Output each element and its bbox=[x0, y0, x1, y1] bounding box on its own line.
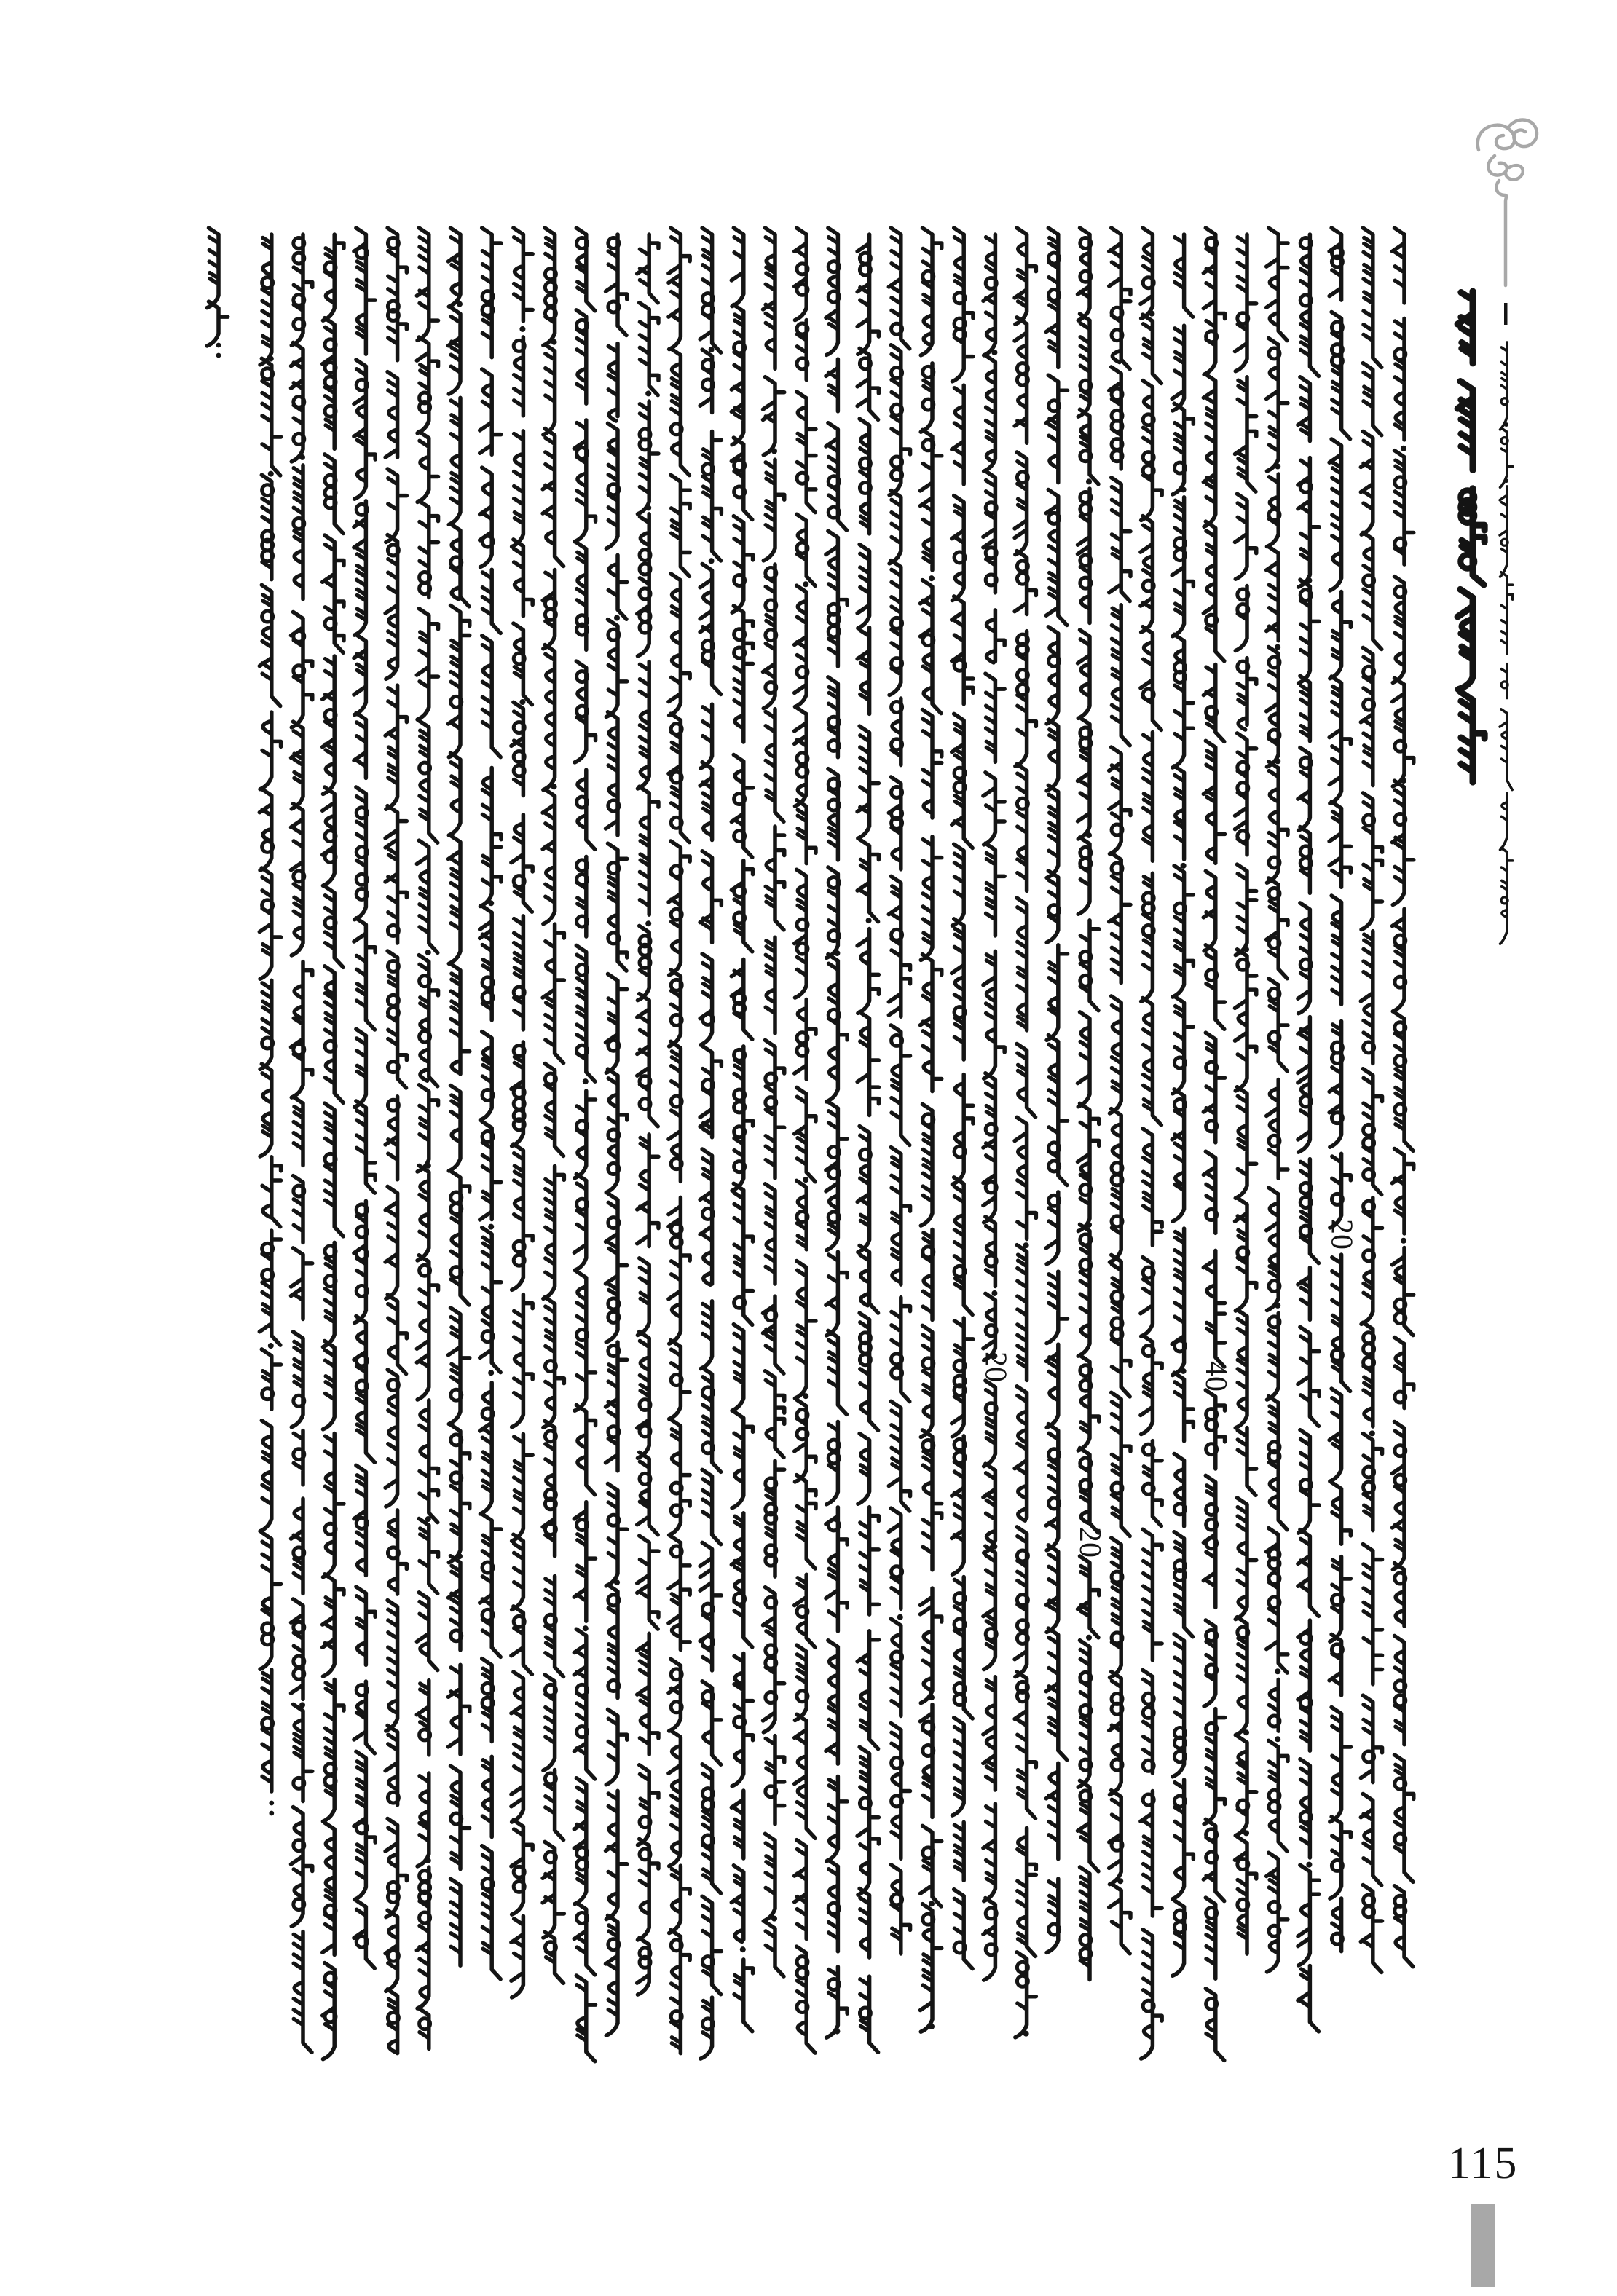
body-column bbox=[1199, 228, 1232, 2060]
body-text-columns bbox=[207, 228, 1414, 2062]
body-column bbox=[1393, 228, 1414, 1967]
body-column bbox=[449, 228, 470, 1965]
body-column bbox=[1325, 228, 1358, 1952]
body-column bbox=[543, 228, 564, 1983]
body-column bbox=[1361, 228, 1382, 1972]
body-column bbox=[354, 228, 375, 1968]
header-divider-dash bbox=[1504, 303, 1508, 325]
body-column bbox=[1046, 228, 1067, 1952]
body-column bbox=[259, 234, 280, 1815]
body-column bbox=[385, 228, 406, 2054]
inline-number: 20 bbox=[978, 1352, 1012, 1382]
body-column bbox=[480, 228, 501, 1979]
body-column bbox=[669, 228, 690, 2054]
body-column bbox=[731, 228, 752, 2032]
body-column bbox=[1109, 228, 1130, 1954]
body-column bbox=[1267, 228, 1288, 1972]
body-column bbox=[1015, 228, 1036, 2037]
page-edge-tab bbox=[1471, 2204, 1495, 2287]
body-column bbox=[417, 228, 438, 2049]
body-column bbox=[1235, 234, 1256, 1954]
body-column bbox=[826, 228, 847, 2037]
inline-number: 20 bbox=[1324, 1219, 1358, 1250]
body-column bbox=[1141, 228, 1162, 2059]
body-column bbox=[763, 228, 784, 1976]
inline-number: 40 bbox=[1198, 1361, 1232, 1392]
inline-number: 20 bbox=[1073, 1527, 1106, 1558]
body-column-final bbox=[207, 228, 228, 358]
article-title-column bbox=[1457, 291, 1484, 782]
body-column bbox=[323, 234, 344, 2059]
body-column bbox=[1172, 234, 1193, 1976]
body-column bbox=[795, 228, 816, 2053]
body-column bbox=[921, 228, 942, 2032]
body-column bbox=[1073, 228, 1106, 1980]
body-column bbox=[952, 228, 973, 1969]
header-ornament bbox=[1478, 120, 1537, 285]
section-heading-column bbox=[1500, 342, 1513, 944]
body-column bbox=[889, 228, 910, 1954]
body-column bbox=[857, 234, 878, 2052]
body-column bbox=[291, 234, 312, 2052]
body-column bbox=[1298, 234, 1319, 2032]
body-column bbox=[511, 228, 532, 1997]
body-column bbox=[606, 234, 627, 2035]
body-column bbox=[700, 228, 721, 2059]
body-column bbox=[978, 234, 1012, 1980]
body-column bbox=[637, 234, 658, 1995]
body-column bbox=[574, 228, 595, 2062]
page-number: 115 bbox=[1447, 2139, 1519, 2188]
